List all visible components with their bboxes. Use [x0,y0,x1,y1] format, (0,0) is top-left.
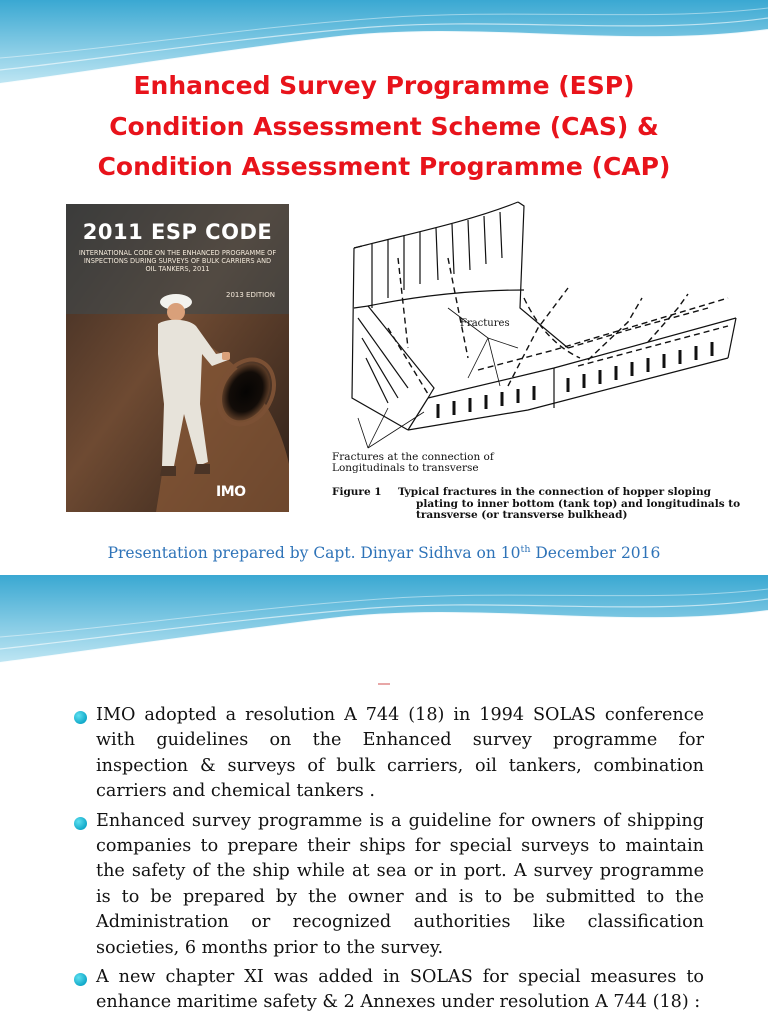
figure-number: Figure 1 [332,486,382,498]
bullet-list [74,703,704,1020]
cover-title: 2011 ESP CODE [82,220,273,244]
figure-caption [332,486,741,522]
cover-edition: 2013 EDITION [225,291,275,299]
bullet-line: societies, 6 months prior to the survey. [96,937,444,958]
esp-code-book-cover [66,204,289,512]
bullet-item [74,703,704,805]
slide-title [0,66,768,188]
caption-line-1: Typical fractures in the connection of hopper sloping [398,486,711,498]
bullet-line: Administration or recognized authorities like classification [96,912,704,933]
presentation-credit [0,544,768,562]
bullet-line: enhance maritime safety & 2 Annexes under resolution A 744 (18) : [96,992,701,1013]
bullet-icon [74,711,87,724]
credit-date: December 2016 [530,544,661,562]
caption-line-3: transverse (or transverse bulkhead) [416,509,628,521]
bullet-icon [74,973,87,986]
title-line-3: Condition Assessment Programme (CAP) [97,152,671,181]
bullet-line: carriers and chemical tankers . [96,781,375,802]
bullet-line: Enhanced survey programme is a guideline for owners of shipping [96,810,704,831]
credit-text: Presentation prepared by Capt. Dinyar Sidhva on 10 [107,544,521,562]
credit-superscript: th [520,544,531,555]
hopper-line-drawing [328,198,738,458]
connection-label-line-1: Fractures at the connection of [332,451,494,463]
caption-line-2: plating to inner bottom (tank top) and longitudinals to [416,497,741,510]
bullet-line: is to be prepared by the owner and is to be submitted to the [96,886,704,907]
bullet-line: the safety of the ship while at sea or in port. A survey programme [96,861,704,882]
bullet-line: IMO adopted a resolution A 744 (18) in 1994 SOLAS conference [96,705,704,725]
title-line-2: Condition Assessment Scheme (CAS) & [109,111,659,141]
bullet-item [74,809,704,961]
bullet-line: A new chapter XI was added in SOLAS for special measures to [96,967,704,988]
bullet-icon [74,817,87,830]
connection-label-line-2: Longitudinals to transverse [332,462,479,474]
connection-fractures-label [332,452,532,474]
bullet-line: with guidelines on the Enhanced survey programme for [96,730,704,751]
bullet-line: companies to prepare their ships for special surveys to maintain [96,836,704,857]
bullet-line: inspection & surveys of bulk carriers, oil tankers, combination [96,755,704,776]
slide-2 [0,575,768,1024]
hopper-fracture-figure [328,198,741,528]
imo-logo: IMO [216,484,246,500]
title-line-1: Enhanced Survey Programme (ESP) [133,71,635,100]
header-wave-decoration [0,575,768,675]
cover-subtitle: INTERNATIONAL CODE ON THE ENHANCED PROGRAMME OF INSPECTIONS DURING SURVEYS OF BULK CARRIERS AND OIL TANKERS, 2011 [78,249,277,273]
title-placeholder-mark [378,683,390,685]
bullet-item [74,965,704,1016]
fractures-label: Fractures [460,318,510,329]
